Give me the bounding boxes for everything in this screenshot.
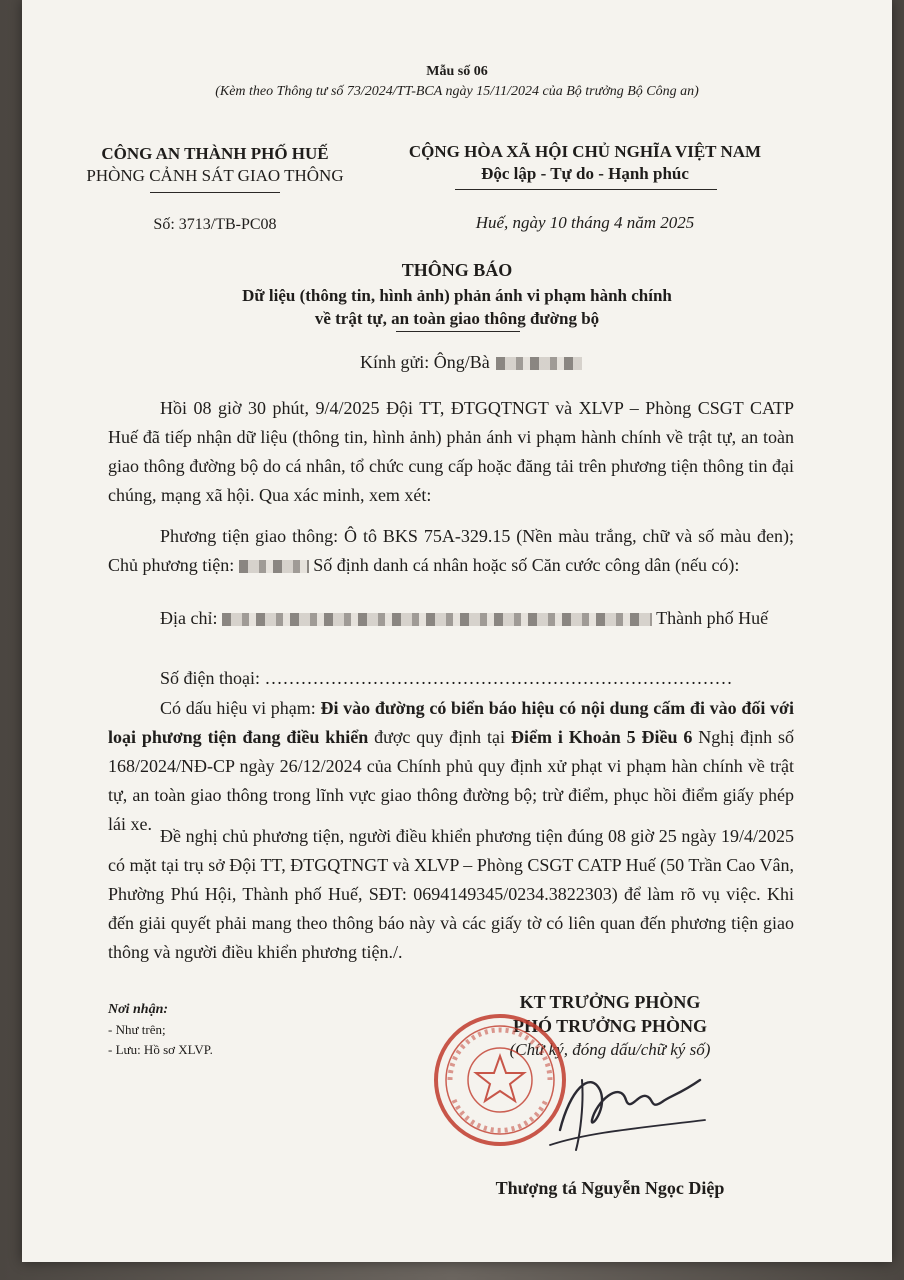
redacted-owner <box>239 560 309 573</box>
violation-text-a: Có dấu hiệu vi phạm: <box>160 698 316 718</box>
recipient-label: Kính gửi: Ông/Bà <box>360 352 490 372</box>
document-number: Số: 3713/TB-PC08 <box>153 216 277 233</box>
signatory-title-1: KT TRƯỞNG PHÒNG <box>519 992 701 1012</box>
paragraph-phone: Số điện thoại: …………………………………………………………………… <box>160 668 733 688</box>
paragraph-vehicle <box>108 522 794 580</box>
handwritten-signature-icon <box>530 1050 710 1160</box>
department-name: PHÒNG CẢNH SÁT GIAO THÔNG <box>86 166 344 185</box>
recipients-item-1: - Như trên; <box>108 1022 166 1037</box>
violation-bold: Đi vào đường có biển báo hiệu có nội dung cấm đi vào đối với loại phương tiện đang điều khiển <box>108 698 795 747</box>
signatory-title-2: PHÓ TRƯỞNG PHÒNG <box>512 1016 707 1036</box>
recipient-line <box>360 352 582 373</box>
country-name: CỘNG HÒA XÃ HỘI CHỦ NGHĨA VIỆT NAM <box>408 142 762 161</box>
paragraph-violation <box>108 694 794 839</box>
form-number: Mẫu số 06 <box>426 64 488 79</box>
violation-text-c: Nghị định số 168/2024/NĐ-CP ngày 26/12/2024 của Chính phủ quy định xử phạt vi phạm hàn chính về trật tự, an toàn giao thông trong lĩnh vực giao thông đường bộ; trừ điểm, phục hồi điểm giấy phép lái xe. <box>108 727 795 834</box>
address-city: Thành phố Huế <box>656 608 769 628</box>
paragraph-intro: Hồi 08 giờ 30 phút, 9/4/2025 Đội TT, ĐTGQTNGT và XLVP – Phòng CSGT CATP Huế đã tiếp nhận dữ liệu (thông tin, hình ảnh) phản ánh vi phạm hành chính về trật tự, an toàn giao thông đường bộ do cá nhân, tổ chức cung cấp hoặc đăng tải trên phương tiện thông tin đại chúng, mạng xã hội. Qua xác minh, xem xét: <box>108 398 794 505</box>
motto: Độc lập - Tự do - Hạnh phúc <box>481 164 689 183</box>
violation-text-b: được quy định tại <box>374 727 506 747</box>
document-title: THÔNG BÁO <box>401 260 513 280</box>
header-left-rule <box>150 192 280 193</box>
agency-name: CÔNG AN THÀNH PHỐ HUẾ <box>101 144 329 163</box>
document-date: Huế, ngày 10 tháng 4 năm 2025 <box>475 213 695 232</box>
document-subtitle-2: về trật tự, an toàn giao thông đường bộ <box>314 309 600 328</box>
vehicle-text-b: Số định danh cá nhân hoặc số Căn cước công dân (nếu có): <box>313 555 740 575</box>
signatory-name: Thượng tá Nguyễn Ngọc Diệp <box>495 1178 725 1198</box>
paragraph-address <box>108 604 794 633</box>
address-label: Địa chỉ: <box>160 608 218 628</box>
recipients-label: Nơi nhận: <box>108 1002 169 1017</box>
document-subtitle-1: Dữ liệu (thông tin, hình ảnh) phản ánh vi phạm hành chính <box>242 286 672 305</box>
redacted-recipient <box>496 357 582 370</box>
title-rule <box>396 331 520 332</box>
vehicle-text-a: Phương tiện giao thông: Ô tô BKS 75A-329.15 (Nền màu trắng, chữ và số màu đen); Chủ phương tiện: <box>108 526 794 575</box>
redacted-address <box>222 613 652 626</box>
violation-article: Điểm i Khoản 5 Điều 6 <box>510 727 693 747</box>
signature-note: (Chữ ký, đóng dấu/chữ ký số) <box>509 1040 711 1059</box>
header-right-rule <box>455 189 717 190</box>
recipients-item-2: - Lưu: Hồ sơ XLVP. <box>108 1042 213 1057</box>
paragraph-request: Đề nghị chủ phương tiện, người điều khiển phương tiện đúng 08 giờ 25 ngày 19/4/2025 có mặt tại trụ sở Đội TT, ĐTGQTNGT và XLVP – Phòng CSGT CATP Huế (50 Trần Cao Vân, Phường Phú Hội, Thành phố Huế, SĐT: 0694149345/0234.3822303) để làm rõ vụ việc. Khi đến giải quyết phải mang theo thông báo này và các giấy tờ có liên quan đến phương tiện giao thông và người điều khiển phương tiện./. <box>108 826 794 962</box>
form-attachment: (Kèm theo Thông tư số 73/2024/TT-BCA ngày 15/11/2024 của Bộ trưởng Bộ Công an) <box>215 84 699 99</box>
